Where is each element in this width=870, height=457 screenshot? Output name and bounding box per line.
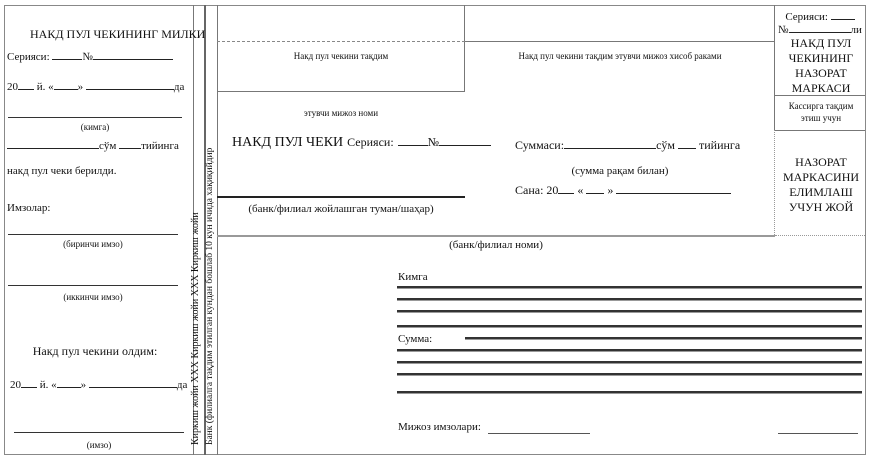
check-title-row: НАКД ПУЛ ЧЕКИ Серияси: № <box>232 133 491 151</box>
signature-line-2 <box>778 433 858 434</box>
stamp-place: НАЗОРАТ МАРКАСИНИ ЕЛИМЛАШ УЧУН ЖОЙ <box>782 155 860 214</box>
stub-amount: сўм тийинга <box>7 137 179 152</box>
signature-caption: (имзо) <box>86 440 112 450</box>
control-title: НАКД ПУЛ ЧЕКИНИНГ НАЗОРАТ МАРКАСИ <box>788 36 854 95</box>
validity-text: Банк (филиалга тақдим этилган кундан бошлаб 10 кун ичида хақиқийдир <box>205 147 215 445</box>
control-series: Серияси: <box>775 8 865 23</box>
stub-series: Серияси: № <box>7 48 173 63</box>
bank-caption: (банк/филиал номи) <box>449 239 543 251</box>
presented-label: Накд пул чекини тақдим <box>293 51 389 61</box>
first-signature-caption: (биринчи имзо) <box>63 239 123 249</box>
stub-date: 20 й. « » да <box>7 78 184 93</box>
presented-box <box>217 5 465 92</box>
stub-received: Накд пул чекини олдим: <box>32 344 158 358</box>
client-signatures-label: Мижоз имзолари: <box>398 421 481 433</box>
stub-issued: накд пул чеки берилди. <box>7 165 117 177</box>
client-name-label: этувчи мижоз номи <box>303 108 379 118</box>
amount-row: Суммаси: сўм тийинга <box>515 138 741 152</box>
to-whom-label: Кимга <box>398 271 428 283</box>
stub-received-date: 20 й. « » да <box>10 376 187 391</box>
date-row: Сана: 20 « » <box>515 182 731 198</box>
district-caption: (банк/филиал жойлашган туман/шаҳар) <box>248 203 434 215</box>
signature-line-1 <box>488 433 590 434</box>
second-signature-caption: (иккинчи имзо) <box>63 292 123 302</box>
control-number: № ли <box>778 21 862 36</box>
account-label: Накд пул чекини тақдим этувчи мижоз хисоб раками <box>518 51 722 61</box>
check-title: НАКД ПУЛ ЧЕКИ <box>232 135 344 150</box>
cut-line-text: Киркиш жойи XXX Киркиш жойи XXX Киркиш жойи <box>190 212 201 445</box>
kimga-caption: (кимга) <box>80 122 110 132</box>
stub-title: НАКД ПУЛ ЧЕКИНИНГ МИЛКИ <box>30 27 206 41</box>
amount-words-label: Сумма: <box>398 333 433 345</box>
amount-caption: (сумма рақам билан) <box>571 165 669 177</box>
cashier-label: Кассирга тақдим этиш учун <box>788 101 854 123</box>
stub-signatures: Имзолар: <box>7 202 51 214</box>
